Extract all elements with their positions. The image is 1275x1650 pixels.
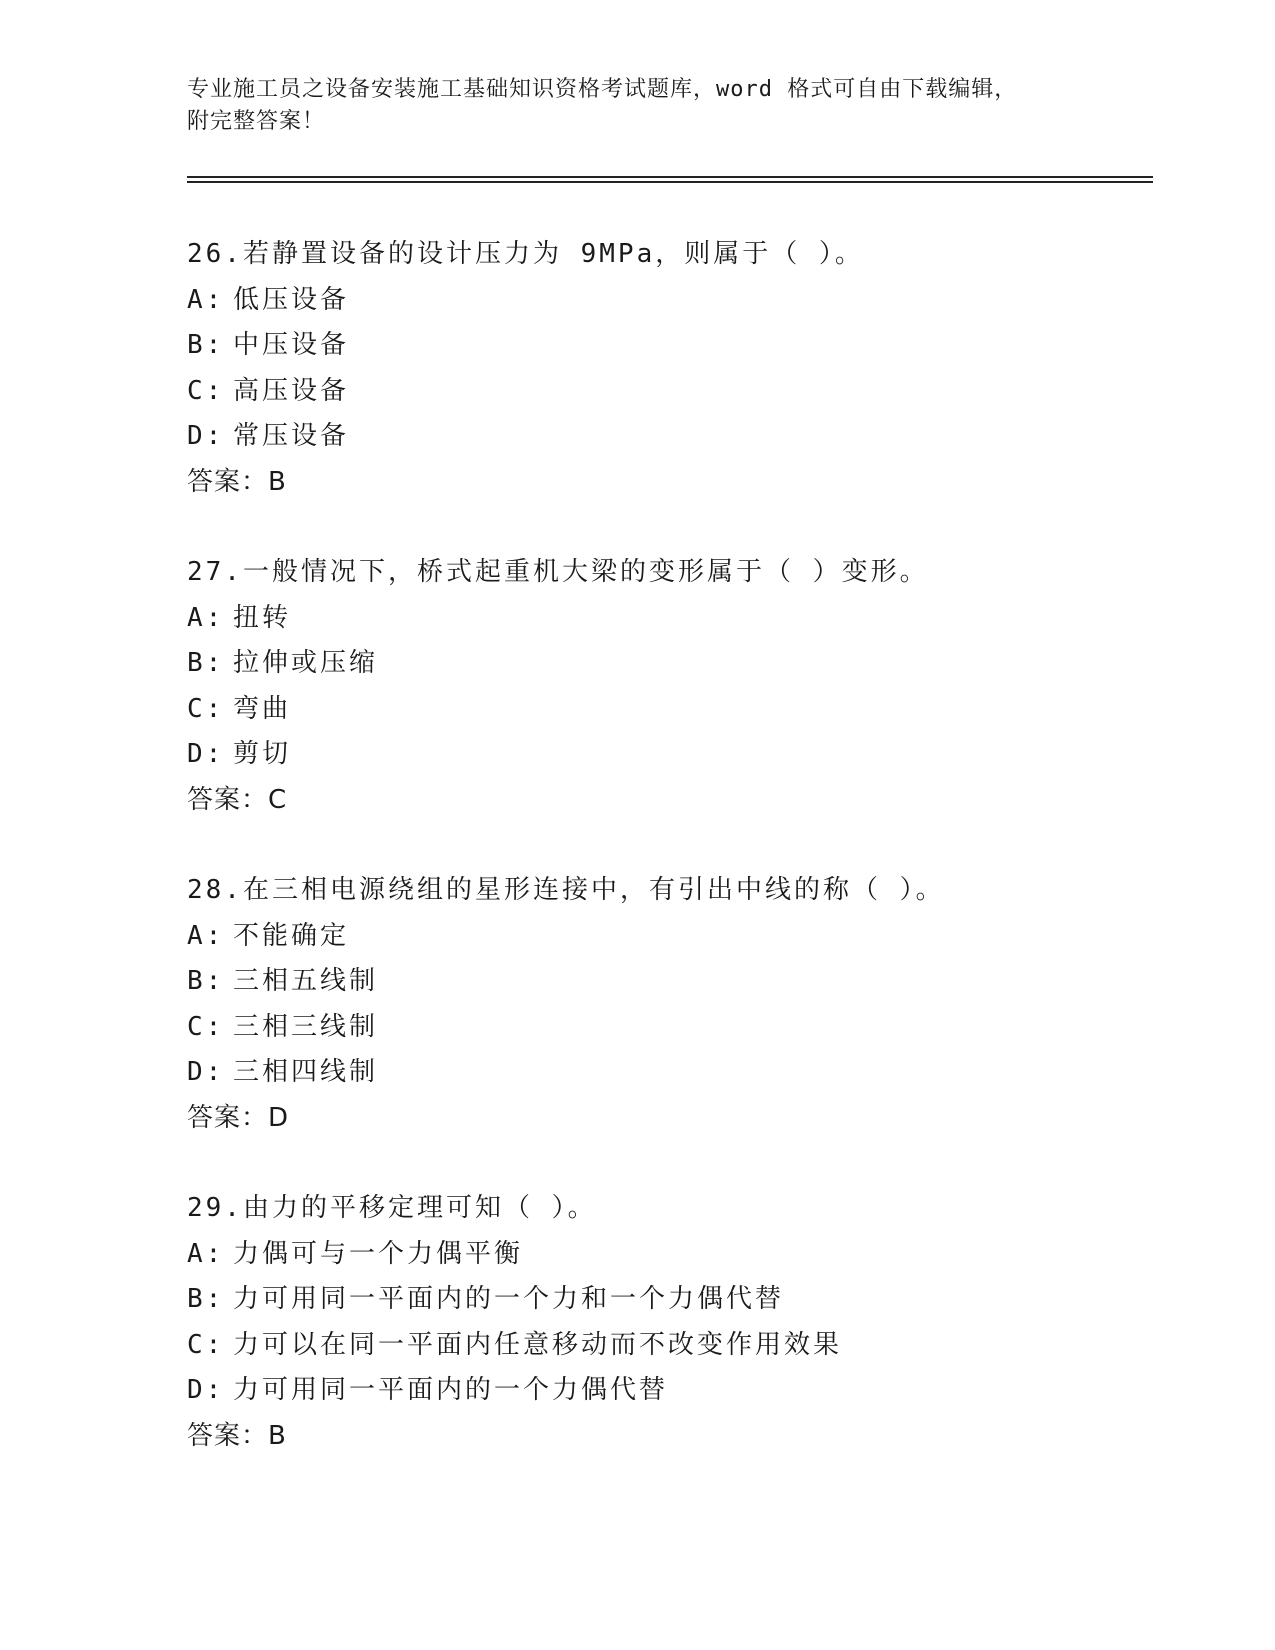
- answer: 答案：C: [187, 784, 288, 815]
- option-text: 低压设备: [233, 284, 350, 315]
- option-key: B:: [187, 330, 225, 360]
- option-d: [187, 1050, 1167, 1096]
- option-text: 扭转: [233, 602, 292, 633]
- option-key: B:: [187, 966, 225, 996]
- option-d: [187, 1368, 1167, 1414]
- question-stem: 28.在三相电源绕组的星形连接中，有引出中线的称（ ）。: [187, 875, 945, 905]
- answer: 答案：D: [187, 1102, 290, 1133]
- option-b: [187, 959, 1167, 1005]
- answer: 答案：B: [187, 466, 287, 497]
- answer: 答案：B: [187, 1420, 287, 1451]
- question-stem: 29.由力的平移定理可知（ ）。: [187, 1193, 597, 1223]
- option-d: [187, 414, 1167, 460]
- header-line-1: 专业施工员之设备安装施工基础知识资格考试题库，word 格式可自由下载编辑，: [187, 77, 1018, 102]
- option-text: 力偶可与一个力偶平衡: [233, 1238, 524, 1269]
- option-a: [187, 914, 1167, 960]
- question-stem: 27.一般情况下，桥式起重机大梁的变形属于（ ）变形。: [187, 557, 929, 587]
- option-c: [187, 369, 1167, 415]
- option-a: [187, 1232, 1167, 1278]
- option-text: 高压设备: [233, 375, 350, 406]
- option-text: 不能确定: [233, 920, 350, 951]
- option-text: 力可以在同一平面内任意移动而不改变作用效果: [233, 1329, 843, 1360]
- header-divider-top: [187, 176, 1153, 178]
- option-text: 剪切: [233, 739, 292, 769]
- option-key: C:: [187, 1011, 225, 1042]
- option-key: B:: [187, 1284, 225, 1314]
- option-text: 常压设备: [233, 421, 350, 451]
- option-key: A:: [187, 284, 225, 315]
- option-b: [187, 1277, 1167, 1323]
- option-text: 力可用同一平面内的一个力偶代替: [233, 1375, 669, 1405]
- option-c: [187, 687, 1167, 733]
- question-29: [187, 1186, 1167, 1459]
- option-text: 三相四线制: [233, 1057, 379, 1087]
- option-key: A:: [187, 920, 225, 951]
- header-divider-bottom: [187, 181, 1153, 183]
- option-d: [187, 732, 1167, 778]
- option-key: C:: [187, 693, 225, 724]
- option-key: D:: [187, 1057, 225, 1087]
- option-key: C:: [187, 1329, 225, 1360]
- option-text: 三相五线制: [233, 966, 379, 996]
- option-b: [187, 641, 1167, 687]
- header-line-2: 附完整答案！: [187, 109, 326, 134]
- option-key: B:: [187, 648, 225, 678]
- question-list: [187, 232, 1167, 1504]
- option-a: [187, 278, 1167, 324]
- option-text: 力可用同一平面内的一个力和一个力偶代替: [233, 1284, 785, 1314]
- option-a: [187, 596, 1167, 642]
- question-26: [187, 232, 1167, 505]
- option-key: D:: [187, 1375, 225, 1405]
- option-c: [187, 1323, 1167, 1369]
- option-key: A:: [187, 1238, 225, 1269]
- option-key: D:: [187, 421, 225, 451]
- option-c: [187, 1005, 1167, 1051]
- option-text: 中压设备: [233, 330, 350, 360]
- option-text: 三相三线制: [233, 1011, 379, 1042]
- option-key: C:: [187, 375, 225, 406]
- option-key: D:: [187, 739, 225, 769]
- question-stem: 26.若静置设备的设计压力为 9MPa，则属于（ ）。: [187, 239, 864, 269]
- document-header: [187, 74, 1087, 138]
- question-27: [187, 550, 1167, 823]
- option-key: A:: [187, 602, 225, 633]
- question-28: [187, 868, 1167, 1141]
- option-b: [187, 323, 1167, 369]
- option-text: 弯曲: [233, 693, 292, 724]
- option-text: 拉伸或压缩: [233, 648, 379, 678]
